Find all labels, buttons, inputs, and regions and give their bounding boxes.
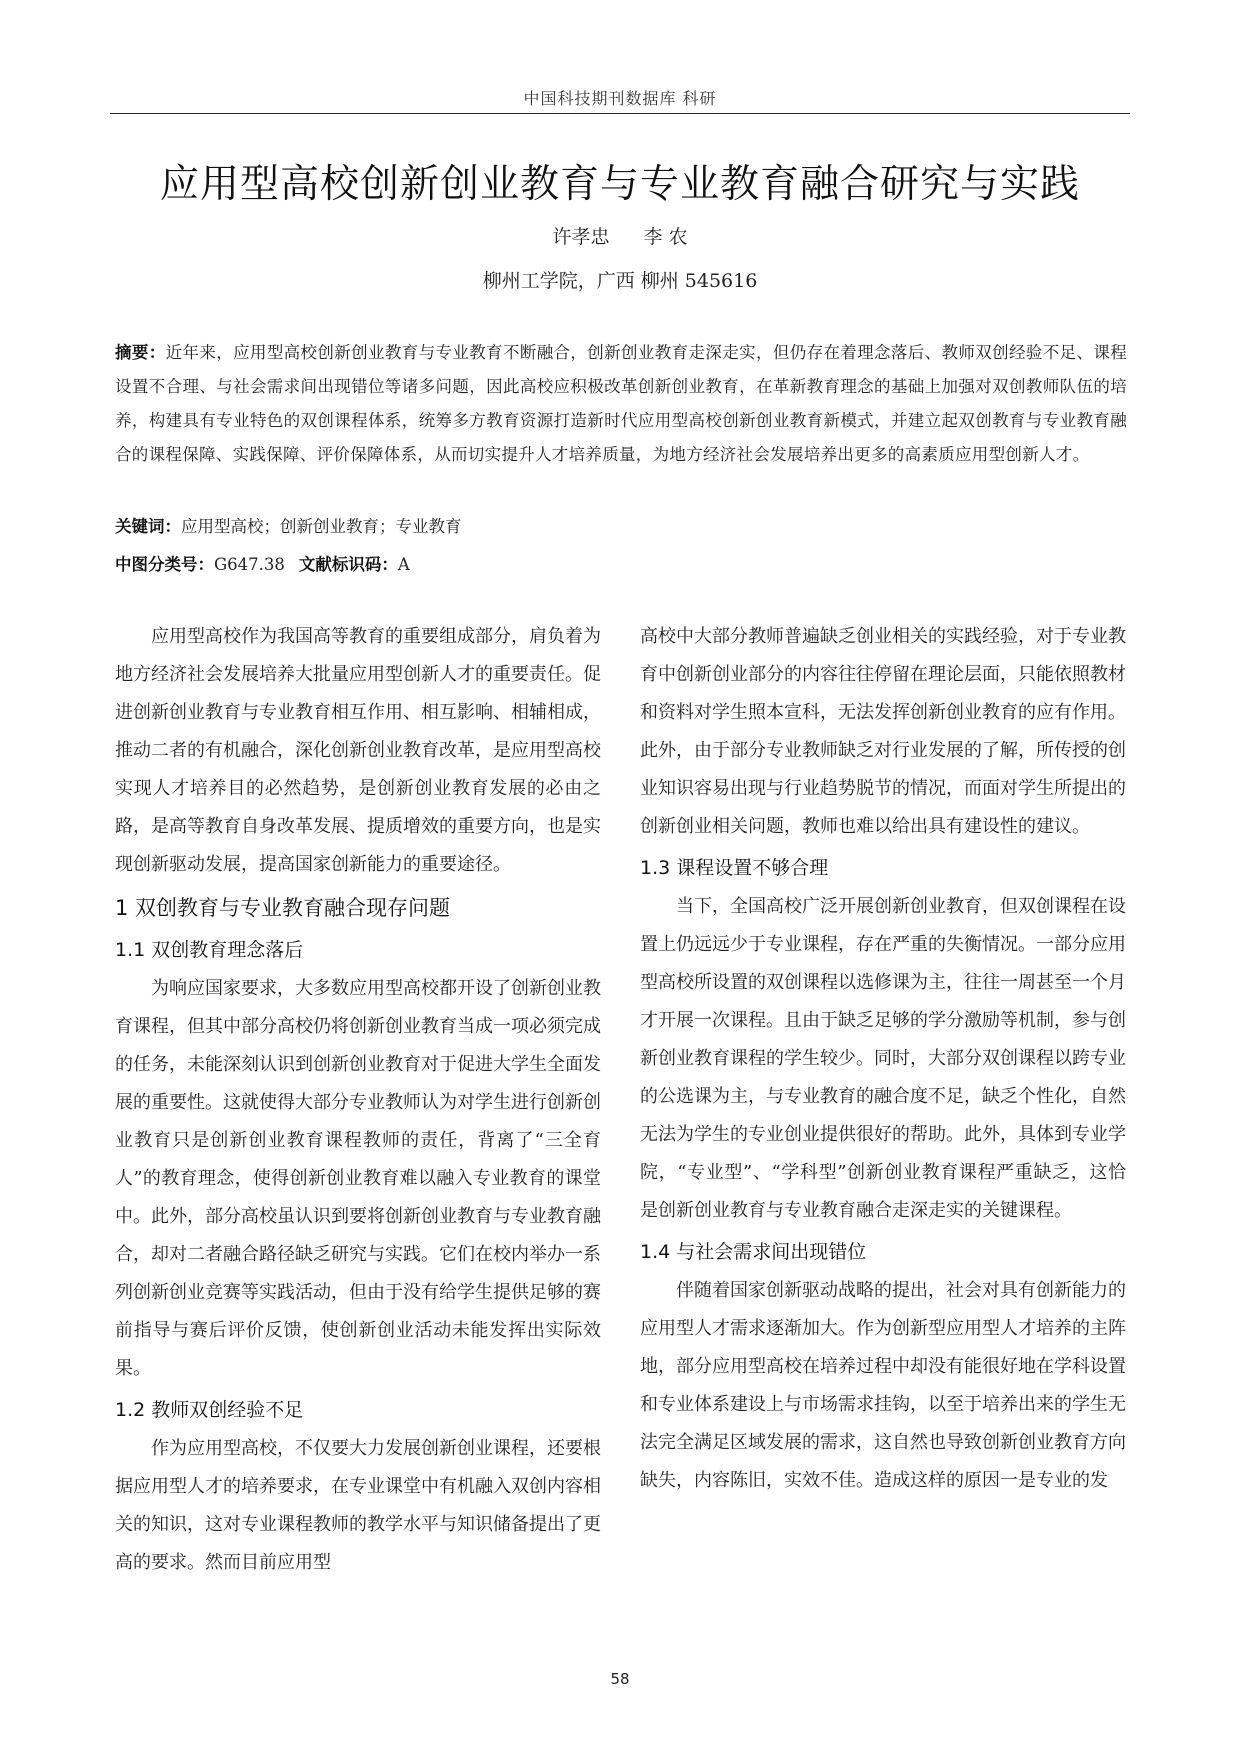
running-header: 中国科技期刊数据库 科研 xyxy=(523,89,717,108)
page-number: 58 xyxy=(610,1670,630,1688)
subsection-heading: 1.3 课程设置不够合理 xyxy=(640,857,829,879)
keywords xyxy=(115,513,1127,537)
subsection-heading: 1.2 教师双创经验不足 xyxy=(115,1399,304,1421)
subsection-heading: 1.4 与社会需求间出现错位 xyxy=(640,1241,867,1263)
header-rule xyxy=(110,113,1130,114)
keywords-text: 应用型高校；创新创业教育；专业教育 xyxy=(181,517,462,536)
author-name: 许孝忠 xyxy=(552,226,610,248)
article-title: 应用型高校创新创业教育与专业教育融合研究与实践 xyxy=(159,162,1080,207)
doc-code-value: A xyxy=(397,555,410,574)
subsection-heading: 1.1 双创教育理念落后 xyxy=(115,939,304,961)
clc-label: 中图分类号： xyxy=(115,555,214,574)
body-paragraph: 当下，全国高校广泛开展创新创业教育，但双创课程在设置上仍远远少于专业课程，存在严重的失衡情况。一部分应用型高校所设置的双创课程以选修课为主，往往一周甚至一个月才开展一次课程。且由于缺乏足够的学分激励等机制，参与创新创业教育课程的学生较少。同时，大部分双创课程以跨专业的公选课为主，与专业教育的融合度不足，缺乏个性化，自然无法为学生的专业创业提供很好的帮助。此外，具体到专业学院，“专业型”、“学科型”创新创业教育课程严重缺乏，这恰是创新创业教育与专业教育融合走深走实的关键课程。 xyxy=(640,896,1126,1221)
clc-value: G647.38 xyxy=(214,555,285,574)
keywords-label: 关键词： xyxy=(115,517,181,536)
doc-code-label: 文献标识码： xyxy=(298,555,398,574)
intro-paragraph: 应用型高校作为我国高等教育的重要组成部分，肩负着为地方经济社会发展培养大批量应用型创新人才的重要责任。促进创新创业教育与专业教育相互作用、相互影响、相辅相成，推动二者的有机融合，深化创新创业教育改革，是应用型高校实现人才培养目的必然趋势，是创新创业教育发展的必由之路，是高等教育自身改革发展、提质增效的重要方向，也是实现创新驱动发展，提高国家创新能力的重要途径。 xyxy=(115,626,601,875)
abstract-text: 近年来，应用型高校创新创业教育与专业教育不断融合，创新创业教育走深走实，但仍存在着理念落后、教师双创经验不足、课程设置不合理、与社会需求间出现错位等诸多问题，因此高校应积极改革创新创业教育，在革新教育理念的基础上加强对双创教师队伍的培养，构建具有专业特色的双创课程体系，统筹多方教育资源打造新时代应用型高校创新创业教育新模式，并建立起双创教育与专业教育融合的课程保障、实践保障、评价保障体系，从而切实提升人才培养质量，为地方经济社会发展培养出更多的高素质应用型创新人才。 xyxy=(115,343,1127,464)
author-name: 李 农 xyxy=(643,226,688,248)
classification-line xyxy=(115,551,1127,575)
body-paragraph: 伴随着国家创新驱动战略的提出，社会对具有创新能力的应用型人才需求逐渐加大。作为创新型应用型人才培养的主阵地，部分应用型高校在培养过程中却没有能很好地在学科设置和专业体系建设上与市场需求挂钩，以至于培养出来的学生无法完全满足区域发展的需求，这自然也导致创新创业教育方向缺失，内容陈旧，实效不佳。造成这样的原因一是专业的发 xyxy=(640,1280,1126,1491)
body-column-right xyxy=(640,618,1126,1500)
body-paragraph: 为响应国家要求，大多数应用型高校都开设了创新创业教育课程，但其中部分高校仍将创新创业教育当成一项必须完成的任务，未能深刻认识到创新创业教育对于促进大学生全面发展的重要性。这就使得大部分专业教师认为对学生进行创新创业教育只是创新创业教育课程教师的责任，背离了“三全育人”的教育理念，使得创新创业教育难以融入专业教育的课堂中。此外，部分高校虽认识到要将创新创业教育与专业教育融合，却对二者融合路径缺乏研究与实践。它们在校内举办一系列创新创业竞赛等实践活动，但由于没有给学生提供足够的赛前指导与赛后评价反馈，使创新创业活动未能发挥出实际效果。 xyxy=(115,978,601,1379)
author-affiliation: 柳州工学院，广西 柳州 545616 xyxy=(482,270,758,292)
body-column-left xyxy=(115,618,601,1582)
author-list xyxy=(110,222,1130,249)
abstract-label: 摘要： xyxy=(115,343,166,362)
body-paragraph-continued: 高校中大部分教师普遍缺乏创业相关的实践经验，对于专业教育中创新创业部分的内容往往停留在理论层面，只能依照教材和资料对学生照本宣科，无法发挥创新创业教育的应有作用。此外，由于部分专业教师缺乏对行业发展的了解，所传授的创业知识容易出现与行业趋势脱节的情况，而面对学生所提出的创新创业相关问题，教师也难以给出具有建设性的建议。 xyxy=(640,626,1126,837)
abstract xyxy=(115,336,1127,472)
section-heading: 1 双创教育与专业教育融合现存问题 xyxy=(115,896,451,920)
body-paragraph: 作为应用型高校，不仅要大力发展创新创业课程，还要根据应用型人才的培养要求，在专业课堂中有机融入双创内容相关的知识，这对专业课程教师的教学水平与知识储备提出了更高的要求。然而目前应用型 xyxy=(115,1438,601,1573)
